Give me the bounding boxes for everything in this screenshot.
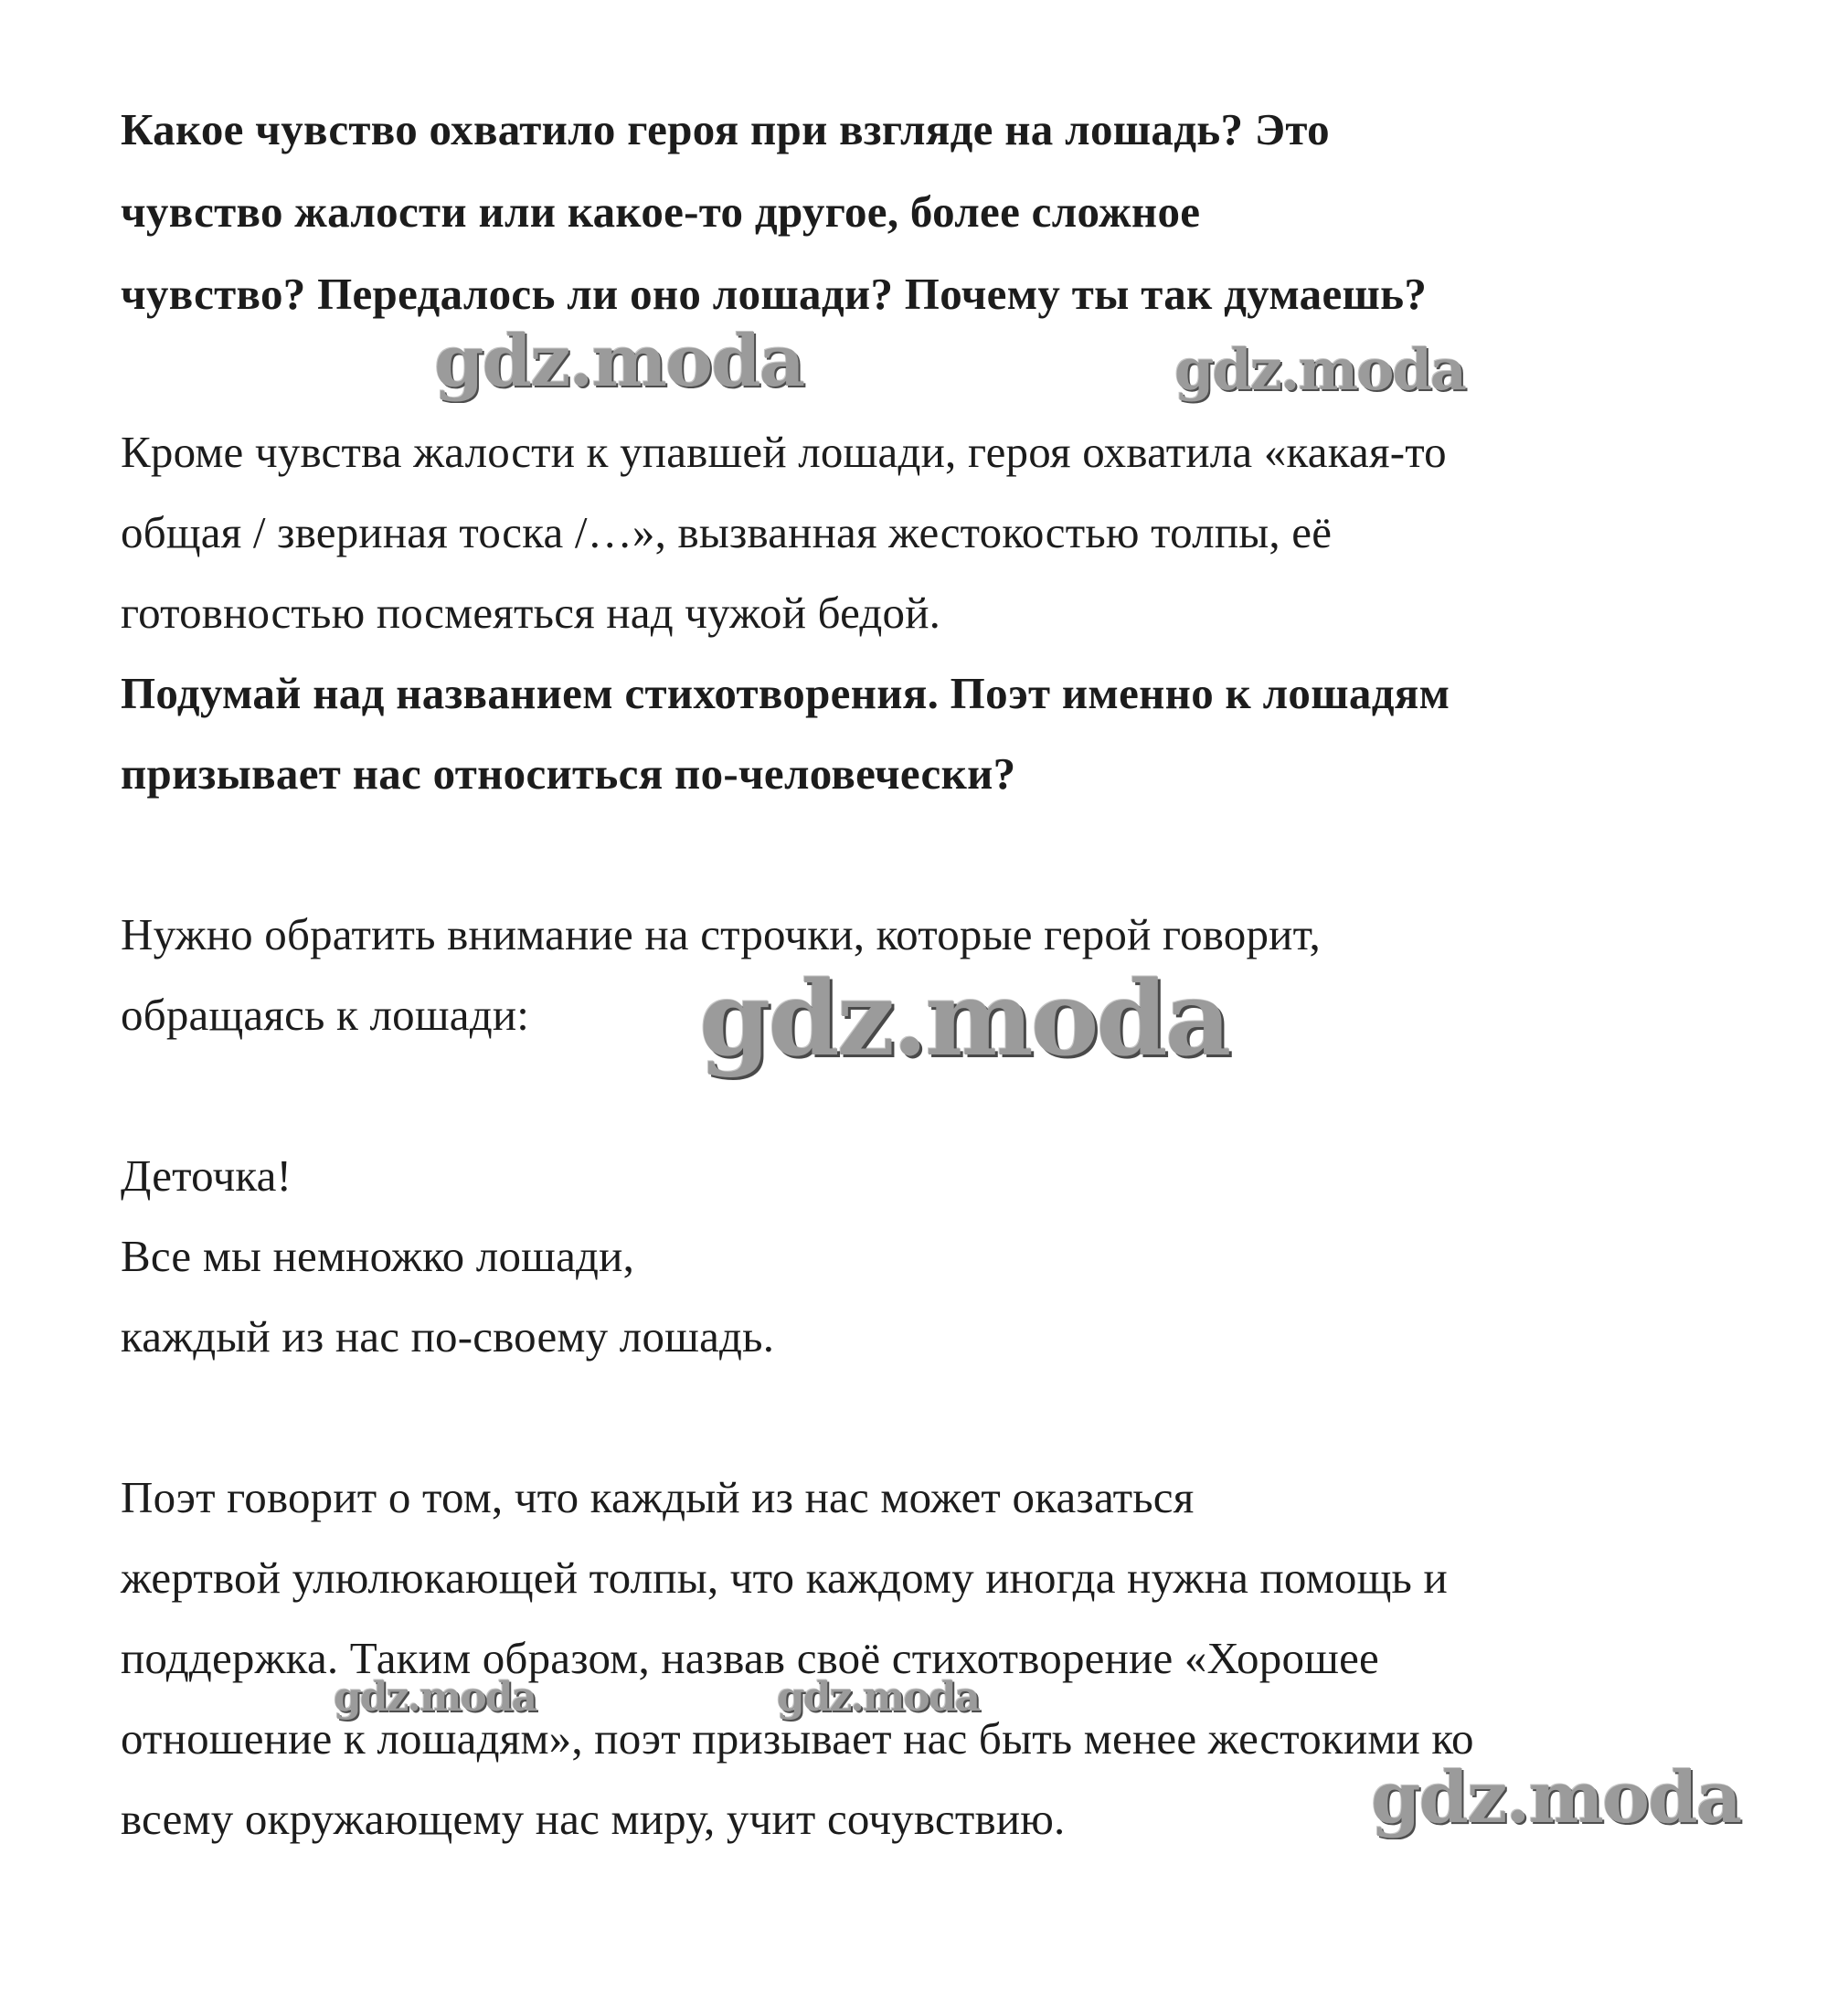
watermark: gdz.moda xyxy=(699,959,1229,1079)
conclusion-line: всему окружающему нас миру, учит сочувствию. xyxy=(121,1794,1066,1844)
question-1-line: чувство жалости или какое-то другое, более сложное xyxy=(121,186,1201,237)
poem-quote-line: каждый из нас по-своему лошадь. xyxy=(121,1311,775,1362)
conclusion-line: поддержка. Таким образом, назвав своё стихотворение «Хорошее xyxy=(121,1633,1379,1683)
conclusion-line: отношение к лошадям», поэт призывает нас быть менее жестокими ко xyxy=(121,1713,1474,1764)
conclusion-line: жертвой улюлюкающей толпы, что каждому иногда нужна помощь и xyxy=(121,1552,1448,1603)
poem-quote-line: Все мы немножко лошади, xyxy=(121,1231,635,1281)
question-2-line: Подумай над названием стихотворения. Поэт именно к лошадям xyxy=(121,668,1450,718)
watermark: gdz.moda xyxy=(334,1674,536,1721)
watermark: gdz.moda xyxy=(434,320,804,403)
poem-quote-line: Деточка! xyxy=(121,1150,292,1201)
answer-1-line: готовностью посмеяться над чужой бедой. xyxy=(121,588,941,638)
watermark: gdz.moda xyxy=(1174,336,1465,403)
question-1-line: Какое чувство охватило героя при взгляде на лошадь? Это xyxy=(121,104,1330,154)
question-1-line: чувство? Передалось ли оно лошади? Почему ты так думаешь? xyxy=(121,269,1428,319)
conclusion-line: Поэт говорит о том, что каждый из нас может оказаться xyxy=(121,1472,1195,1522)
answer-1-line: общая / звериная тоска /…», вызванная жестокостью толпы, её xyxy=(121,507,1333,557)
answer-2-intro-line: Нужно обратить внимание на строчки, которые герой говорит, xyxy=(121,909,1321,959)
answer-1-line: Кроме чувства жалости к упавшей лошади, героя охватила «какая-то xyxy=(121,427,1447,477)
answer-2-intro-line: обращаясь к лошади: xyxy=(121,990,530,1040)
watermark: gdz.moda xyxy=(1371,1756,1741,1839)
watermark: gdz.moda xyxy=(777,1674,980,1721)
question-2-line: призывает нас относиться по-человечески? xyxy=(121,748,1016,799)
